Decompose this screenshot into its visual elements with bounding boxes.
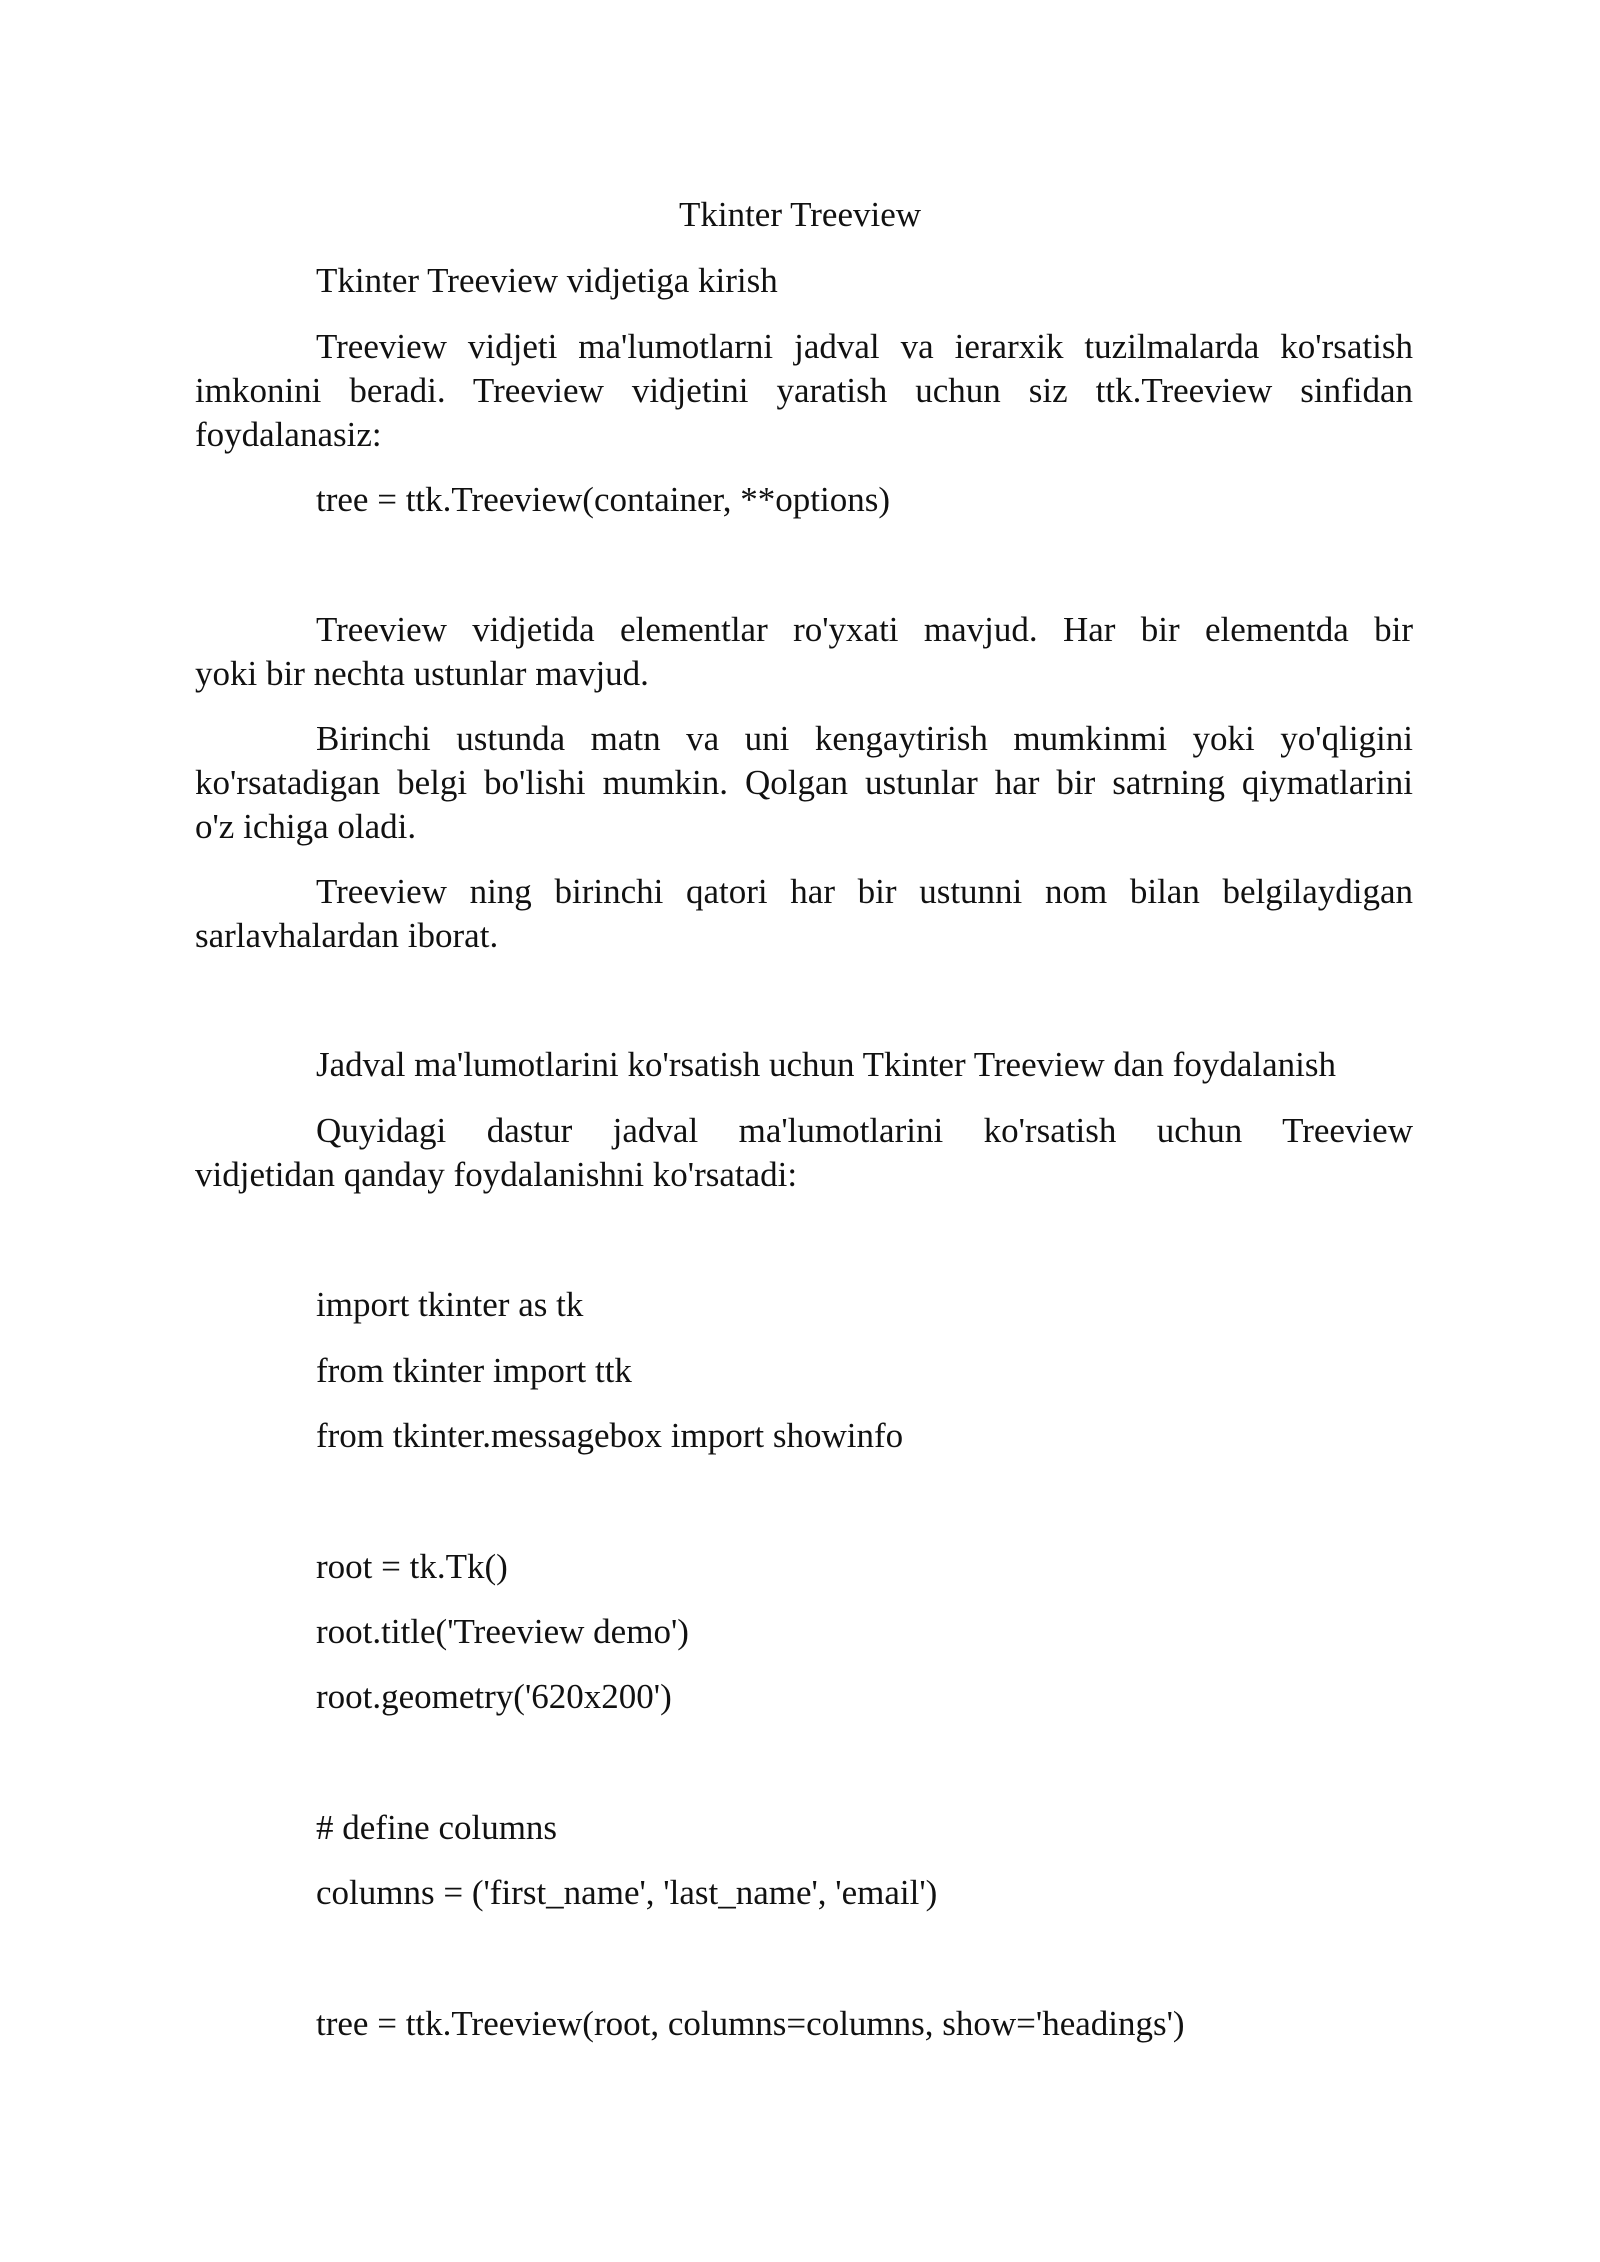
paragraph-line: Treeview vidjetida elementlar ro'yxati mavjud. Har bir elementda bir	[316, 610, 1413, 649]
code-line: from tkinter.messagebox import showinfo	[316, 1416, 904, 1455]
document-title: Tkinter Treeview	[678, 195, 922, 234]
paragraph-program	[195, 1109, 1413, 1197]
code-line: root = tk.Tk()	[316, 1547, 508, 1586]
code-line: import tkinter as tk	[316, 1285, 584, 1324]
code-comment: # define columns	[316, 1808, 558, 1847]
code-line: columns = ('first_name', 'last_name', 'email')	[316, 1873, 938, 1912]
code-line: from tkinter import ttk	[316, 1351, 632, 1390]
section-heading-intro: Tkinter Treeview vidjetiga kirish	[316, 261, 778, 300]
paragraph-intro	[195, 325, 1413, 457]
paragraph-headings	[195, 870, 1413, 958]
paragraph-line: o'z ichiga oladi.	[195, 807, 417, 846]
code-line: tree = ttk.Treeview(root, columns=columns, show='headings')	[316, 2004, 1185, 2043]
paragraph-first-column	[195, 717, 1413, 849]
paragraph-line: Treeview ning birinchi qatori har bir ustunni nom bilan belgilaydigan	[316, 872, 1413, 911]
code-line: tree = ttk.Treeview(container, **options)	[316, 480, 890, 519]
code-line: root.geometry('620x200')	[316, 1677, 672, 1716]
paragraph-line: ko'rsatadigan belgi bo'lishi mumkin. Qolgan ustunlar har bir satrning qiymatlarini	[195, 763, 1413, 802]
paragraph-line: vidjetidan qanday foydalanishni ko'rsatadi:	[195, 1155, 798, 1194]
paragraph-elements	[195, 608, 1413, 696]
code-line: root.title('Treeview demo')	[316, 1612, 689, 1651]
paragraph-line: Treeview vidjeti ma'lumotlarni jadval va ierarxik tuzilmalarda ko'rsatish	[316, 327, 1413, 366]
paragraph-line: imkonini beradi. Treeview vidjetini yaratish uchun siz ttk.Treeview sinfidan	[195, 371, 1413, 410]
paragraph-line: yoki bir nechta ustunlar mavjud.	[195, 654, 649, 693]
paragraph-line: Quyidagi dastur jadval ma'lumotlarini ko'rsatish uchun Treeview	[316, 1111, 1413, 1150]
paragraph-line: Birinchi ustunda matn va uni kengaytirish mumkinmi yoki yo'qligini	[316, 719, 1413, 758]
section-heading-table: Jadval ma'lumotlarini ko'rsatish uchun Tkinter Treeview dan foydalanish	[316, 1045, 1336, 1084]
paragraph-line: foydalanasiz:	[195, 415, 382, 454]
paragraph-line: sarlavhalardan iborat.	[195, 916, 499, 955]
